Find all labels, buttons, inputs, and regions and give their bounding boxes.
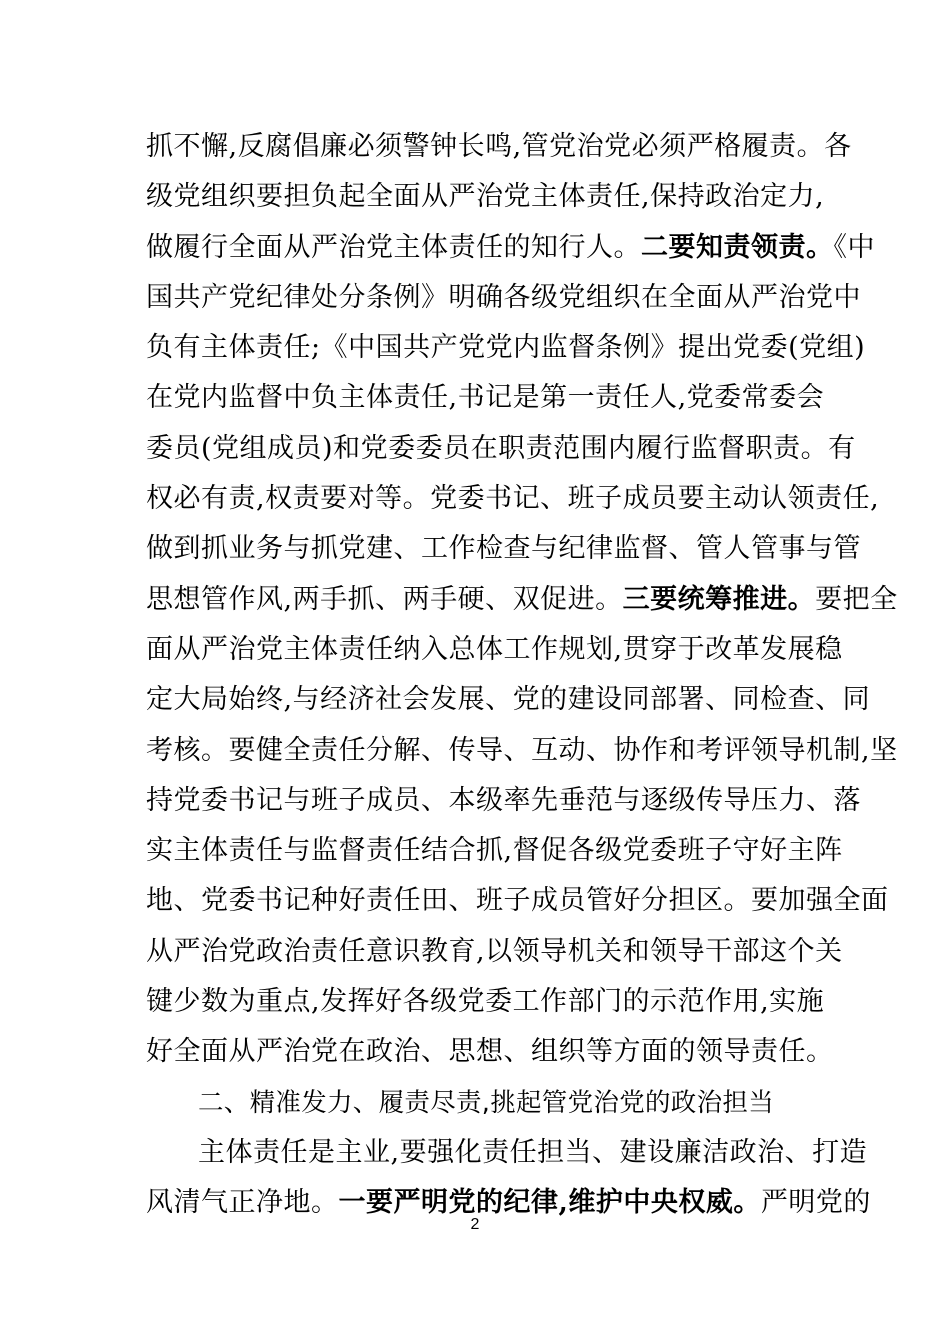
text-line: 键少数为重点,发挥好各级党委工作部门的示范作用,实施 [146, 986, 825, 1018]
text-line: 级党组织要担负起全面从严治党主体责任,保持政治定力, [146, 181, 825, 213]
bold-phrase: 一要严明党的纪律,维护中央权威。 [338, 1187, 761, 1219]
text-line: 好全面从严治党在政治、思想、组织等方面的领导责任。 [146, 1036, 834, 1068]
text-line: 在党内监督中负主体责任,书记是第一责任人,党委常委会 [146, 382, 825, 414]
text-line: 地、党委书记种好责任田、班子成员管好分担区。要加强全面 [146, 885, 889, 917]
text-line: 风清气正净地。一要严明党的纪律,维护中央权威。严明党的 [146, 1187, 871, 1219]
page-number: 2 [470, 1216, 480, 1233]
text-line: 考核。要健全责任分解、传导、互动、协作和考评领导机制,坚 [146, 734, 898, 766]
body-text [146, 122, 898, 1229]
text-line: 面从严治党主体责任纳入总体工作规划,贯穿于改革发展稳 [146, 633, 843, 665]
text-line: 国共产党纪律处分条例》明确各级党组织在全面从严治党中 [146, 281, 861, 313]
text-line: 做履行全面从严治党主体责任的知行人。二要知责领责。《中 [146, 231, 875, 263]
bold-phrase: 三要统筹推进。 [622, 583, 816, 615]
text-line: 思想管作风,两手抓、两手硬、双促进。三要统筹推进。要把全 [146, 583, 898, 615]
text-line: 抓不懈,反腐倡廉必须警钟长鸣,管党治党必须严格履责。各 [146, 131, 852, 162]
text-line: 负有主体责任;《中国共产党党内监督条例》提出党委(党组) [146, 332, 866, 364]
text-line: 主体责任是主业,要强化责任担当、建设廉洁政治、打造 [198, 1136, 868, 1168]
text-line: 从严治党政治责任意识教育,以领导机关和领导干部这个关 [146, 935, 843, 967]
section-heading: 二、精准发力、履责尽责,挑起管党治党的政治担当 [198, 1087, 775, 1118]
text-line: 定大局始终,与经济社会发展、党的建设同部署、同检查、同 [146, 684, 871, 716]
text-line: 做到抓业务与抓党建、工作检查与纪律监督、管人管事与管 [146, 533, 861, 565]
text-line: 权必有责,权责要对等。党委书记、班子成员要主动认领责任, [146, 483, 880, 515]
text-line: 持党委书记与班子成员、本级率先垂范与逐级传导压力、落 [146, 784, 861, 816]
text-line: 实主体责任与监督责任结合抓,督促各级党委班子守好主阵 [146, 835, 843, 867]
bold-phrase: 二要知责领责。 [641, 231, 834, 263]
text-line: 委员(党组成员)和党委委员在职责范围内履行监督职责。有 [146, 432, 856, 464]
